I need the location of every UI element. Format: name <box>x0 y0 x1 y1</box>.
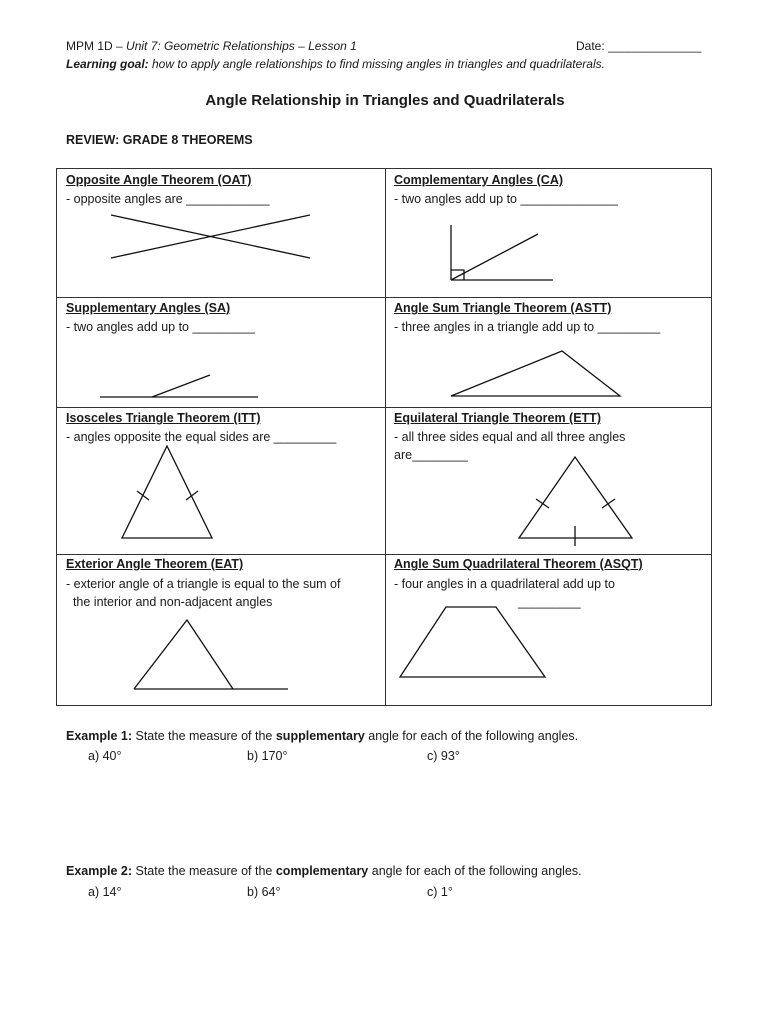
eat-desc-line2: the interior and non-adjacent angles <box>66 595 273 609</box>
example-2-keyword: complementary <box>275 864 369 878</box>
example-2-prompt <box>66 864 582 878</box>
learning-goal-text: how to apply angle relationships to find missing angles in triangles and quadrilaterals. <box>148 57 605 71</box>
itt-desc: - angles opposite the equal sides are _________ <box>66 430 337 444</box>
sa-desc: - two angles add up to _________ <box>66 320 256 334</box>
quadrilateral-diagram <box>57 169 713 707</box>
example-1-option-a: a) 40° <box>88 749 122 763</box>
example-1-option-c: c) 93° <box>427 749 460 763</box>
example-1-text-end: angle for each of the following angles. <box>364 729 579 743</box>
example-1-option-b: b) 170° <box>247 749 288 763</box>
theorems-table <box>56 168 712 706</box>
astt-desc: - three angles in a triangle add up to _________ <box>394 320 661 334</box>
example-2-option-b: b) 64° <box>247 885 281 899</box>
eat-desc-line1: - exterior angle of a triangle is equal to the sum of <box>66 577 341 591</box>
review-heading: REVIEW: GRADE 8 THEOREMS <box>66 133 253 147</box>
asqt-desc-line2: _________ <box>518 595 581 609</box>
ett-desc-line2: are________ <box>394 448 468 462</box>
example-2-option-a: a) 14° <box>88 885 122 899</box>
asqt-title: Angle Sum Quadrilateral Theorem (ASQT) <box>394 557 643 571</box>
example-2-text: State the measure of the <box>132 864 276 878</box>
sa-title: Supplementary Angles (SA) <box>66 301 231 315</box>
astt-title: Angle Sum Triangle Theorem (ASTT) <box>394 301 612 315</box>
course-code: MPM 1D <box>66 39 113 53</box>
course-header <box>66 39 357 53</box>
oat-title: Opposite Angle Theorem (OAT) <box>66 173 252 187</box>
asqt-desc-line1: - four angles in a quadrilateral add up to <box>394 577 615 591</box>
example-1-text: State the measure of the <box>132 729 276 743</box>
example-2-text-end: angle for each of the following angles. <box>368 864 582 878</box>
example-1-keyword: supplementary <box>275 729 365 743</box>
example-1-prompt <box>66 729 578 743</box>
example-1-label: Example 1: <box>66 729 133 743</box>
example-2-label: Example 2: <box>66 864 133 878</box>
example-2-option-c: c) 1° <box>427 885 453 899</box>
learning-goal-label: Learning goal: <box>66 57 149 71</box>
ca-title: Complementary Angles (CA) <box>394 173 564 187</box>
itt-title: Isosceles Triangle Theorem (ITT) <box>66 411 261 425</box>
ett-title: Equilateral Triangle Theorem (ETT) <box>394 411 601 425</box>
learning-goal <box>66 57 605 71</box>
ca-desc: - two angles add up to ______________ <box>394 192 618 206</box>
oat-desc: - opposite angles are ____________ <box>66 192 270 206</box>
date-field: Date: ______________ <box>576 39 702 53</box>
ett-desc-line1: - all three sides equal and all three angles <box>394 430 626 444</box>
page-title: Angle Relationship in Triangles and Quadrilaterals <box>205 92 565 109</box>
unit-lesson: – Unit 7: Geometric Relationships – Lesson 1 <box>116 39 357 53</box>
eat-title: Exterior Angle Theorem (EAT) <box>66 557 244 571</box>
